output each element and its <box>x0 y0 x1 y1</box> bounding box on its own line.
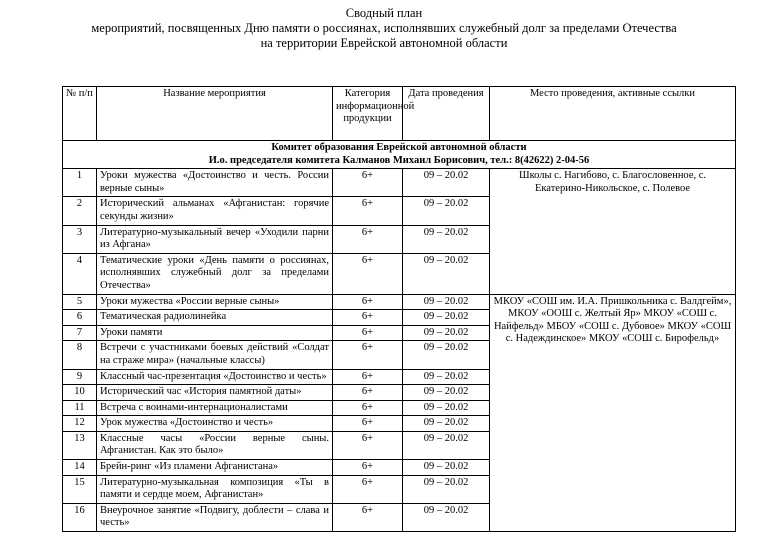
event-name: Уроки памяти <box>97 325 333 341</box>
row-number: 5 <box>63 294 97 310</box>
event-category: 6+ <box>333 385 403 401</box>
header-name: Название мероприятия <box>97 87 333 141</box>
committee-name: Комитет образования Еврейской автономной области <box>271 142 527 153</box>
document-title <box>0 6 768 51</box>
title-line-3: на территории Еврейской автономной области <box>260 36 508 50</box>
event-category: 6+ <box>333 253 403 294</box>
event-name: Встреча с воинами-интернационалистами <box>97 400 333 416</box>
row-number: 16 <box>63 503 97 531</box>
event-category: 6+ <box>333 169 403 197</box>
event-category: 6+ <box>333 503 403 531</box>
row-number: 7 <box>63 325 97 341</box>
event-place: МКОУ «СОШ им. И.А. Пришкольника с. Валдгейм», МКОУ «ООШ с. Желтый Яр» МКОУ «СОШ с. Найфельд» МБОУ «СОШ с. Дубовое» МКОУ «СОШ с. Надеждинское» МКОУ «СОШ с. Бирофельд» <box>490 294 736 532</box>
row-number: 6 <box>63 310 97 326</box>
event-date: 09 – 20.02 <box>403 225 490 253</box>
event-category: 6+ <box>333 325 403 341</box>
event-name: Тематические уроки «День памяти о россиянах, исполнявших служебный долг за пределами Отечества» <box>97 253 333 294</box>
event-date: 09 – 20.02 <box>403 475 490 503</box>
row-number: 15 <box>63 475 97 503</box>
events-table <box>62 86 736 532</box>
header-category: Категория информационной продукции <box>333 87 403 141</box>
event-category: 6+ <box>333 197 403 225</box>
row-number: 10 <box>63 385 97 401</box>
event-date: 09 – 20.02 <box>403 460 490 476</box>
event-date: 09 – 20.02 <box>403 416 490 432</box>
event-name: Внеурочное занятие «Подвигу, доблести – слава и честь» <box>97 503 333 531</box>
row-number: 11 <box>63 400 97 416</box>
event-name: Встречи с участниками боевых действий «Солдат на страже мира» (начальные классы) <box>97 341 333 369</box>
event-date: 09 – 20.02 <box>403 385 490 401</box>
row-number: 13 <box>63 431 97 459</box>
event-date: 09 – 20.02 <box>403 197 490 225</box>
row-number: 4 <box>63 253 97 294</box>
event-date: 09 – 20.02 <box>403 325 490 341</box>
table-row <box>63 294 736 310</box>
event-category: 6+ <box>333 341 403 369</box>
event-place: Школы с. Нагибово, с. Благословенное, с. Екатерино-Никольское, с. Полевое <box>490 169 736 294</box>
event-name: Классные часы «России верные сыны. Афганистан. Как это было» <box>97 431 333 459</box>
row-number: 2 <box>63 197 97 225</box>
header-date: Дата проведения <box>403 87 490 141</box>
event-category: 6+ <box>333 294 403 310</box>
committee-contact: И.о. председателя комитета Калманов Михаил Борисович, тел.: 8(42622) 2-04-56 <box>208 154 590 166</box>
row-number: 1 <box>63 169 97 197</box>
event-date: 09 – 20.02 <box>403 503 490 531</box>
event-category: 6+ <box>333 460 403 476</box>
event-date: 09 – 20.02 <box>403 294 490 310</box>
event-date: 09 – 20.02 <box>403 369 490 385</box>
event-name: Брейн-ринг «Из пламени Афганистана» <box>97 460 333 476</box>
event-category: 6+ <box>333 431 403 459</box>
event-category: 6+ <box>333 225 403 253</box>
event-date: 09 – 20.02 <box>403 341 490 369</box>
row-number: 9 <box>63 369 97 385</box>
event-name: Литературно-музыкальная композиция «Ты в памяти и сердце моем, Афганистан» <box>97 475 333 503</box>
event-category: 6+ <box>333 475 403 503</box>
event-category: 6+ <box>333 400 403 416</box>
event-category: 6+ <box>333 369 403 385</box>
event-category: 6+ <box>333 310 403 326</box>
event-name: Тематическая радиолинейка <box>97 310 333 326</box>
event-name: Литературно-музыкальный вечер «Уходили парни из Афгана» <box>97 225 333 253</box>
event-name: Урок мужества «Достоинство и честь» <box>97 416 333 432</box>
header-num: № п/п <box>63 87 97 141</box>
event-name: Уроки мужества «России верные сыны» <box>97 294 333 310</box>
title-line-1: Сводный план <box>345 6 423 20</box>
title-line-2: мероприятий, посвященных Дню памяти о россиянах, исполнявших служебный долг за пределами Отечества <box>91 21 677 35</box>
event-date: 09 – 20.02 <box>403 253 490 294</box>
event-name: Исторический альманах «Афганистан: горячие секунды жизни» <box>97 197 333 225</box>
event-date: 09 – 20.02 <box>403 400 490 416</box>
row-number: 3 <box>63 225 97 253</box>
event-name: Исторический час «История памятной даты» <box>97 385 333 401</box>
table-row <box>63 169 736 197</box>
committee-row <box>63 141 736 169</box>
event-name: Уроки мужества «Достоинство и честь. России верные сыны» <box>97 169 333 197</box>
row-number: 12 <box>63 416 97 432</box>
table-header-row <box>63 87 736 141</box>
event-date: 09 – 20.02 <box>403 169 490 197</box>
event-category: 6+ <box>333 416 403 432</box>
row-number: 8 <box>63 341 97 369</box>
event-date: 09 – 20.02 <box>403 310 490 326</box>
header-place: Место проведения, активные ссылки <box>490 87 736 141</box>
event-name: Классный час-презентация «Достоинство и честь» <box>97 369 333 385</box>
row-number: 14 <box>63 460 97 476</box>
event-date: 09 – 20.02 <box>403 431 490 459</box>
